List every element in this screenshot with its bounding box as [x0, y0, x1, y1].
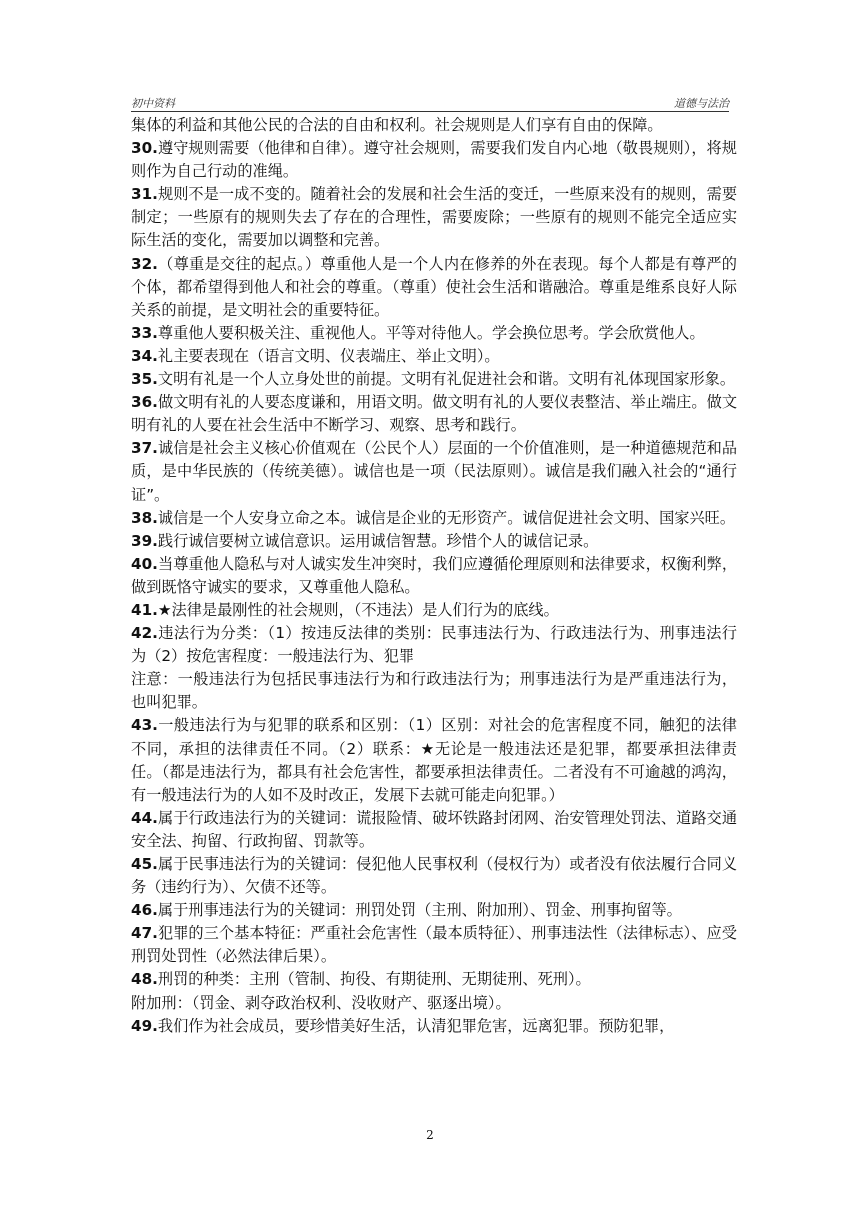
item-text: 遵守规则需要（他律和自律）。遵守社会规则，需要我们发自内心地（敬畏规则），将规则作为自己行动的准绳。	[131, 139, 737, 181]
paragraph	[131, 668, 737, 714]
item-text: 附加刑：（罚金、剥夺政治权利、没收财产、驱逐出境）。	[131, 993, 511, 1012]
item-number: 34.	[131, 346, 158, 365]
item-text: 一般违法行为与犯罪的联系和区别：（1）区别：对社会的危害程度不同，触犯的法律不同，承担的法律责任不同。（2）联系：★无论是一般违法还是犯罪，都要承担法律责任。（都是违法行为，都具有社会危害性，都要承担法律责任。二者没有不可逾越的鸿沟，有一般违法行为的人如不及时改正，发展下去就可能走向犯罪。）	[131, 716, 737, 804]
paragraph	[131, 992, 737, 1015]
item-number: 35.	[131, 370, 158, 389]
item-text: 践行诚信要树立诚信意识。运用诚信智慧。珍惜个人的诚信记录。	[157, 531, 599, 550]
paragraph	[131, 553, 737, 599]
paragraph	[131, 599, 737, 622]
item-number: 46.	[131, 901, 158, 920]
paragraph	[131, 807, 737, 853]
paragraph	[131, 899, 737, 922]
item-text: 我们作为社会成员，要珍惜美好生活，认清犯罪危害，远离犯罪。预防犯罪，	[157, 1016, 675, 1035]
item-number: 42.	[131, 624, 158, 643]
item-number: 38.	[131, 508, 158, 527]
item-text: 当尊重他人隐私与对人诚实发生冲突时，我们应遵循伦理原则和法律要求，权衡利弊，做到既恪守诚实的要求，又尊重他人隐私。	[131, 554, 737, 596]
paragraph	[131, 437, 737, 506]
item-text: 注意：一般违法行为包括民事违法行为和行政违法行为；刑事违法行为是严重违法行为，也叫犯罪。	[131, 670, 737, 712]
item-text: 属于行政违法行为的关键词：谎报险情、破坏铁路封闭网、治安管理处罚法、道路交通安全法、拘留、行政拘留、罚款等。	[131, 808, 737, 850]
item-text: 礼主要表现在（语言文明、仪表端庄、举止文明）。	[157, 346, 500, 365]
paragraph	[131, 530, 737, 553]
paragraph	[131, 345, 737, 368]
paragraph	[131, 253, 737, 322]
item-text: 诚信是一个人安身立命之本。诚信是企业的无形资产。诚信促进社会文明、国家兴旺。	[157, 508, 736, 527]
header-right-title: 道德与法治	[674, 97, 729, 110]
item-number: 32.	[131, 254, 158, 273]
paragraph	[131, 183, 737, 252]
paragraph	[131, 368, 737, 391]
paragraph: 集体的利益和其他公民的合法的自由和权利。社会规则是人们享有自由的保障。	[131, 116, 663, 134]
item-text: 犯罪的三个基本特征：严重社会危害性（最本质特征）、刑事违法性（法律标志）、应受刑罚处罚性（必然法律后果）。	[131, 924, 737, 966]
page-number: 2	[426, 1128, 434, 1142]
item-text: 文明有礼是一个人立身处世的前提。文明有礼促进社会和谐。文明有礼体现国家形象。	[157, 370, 736, 389]
item-text: 属于民事违法行为的关键词：侵犯他人民事权利（侵权行为）或者没有依法履行合同义务（违约行为）、欠债不还等。	[131, 855, 737, 897]
item-text: ★法律是最刚性的社会规则，（不违法）是人们行为的底线。	[157, 600, 559, 619]
paragraph	[131, 968, 737, 991]
item-number: 47.	[131, 924, 158, 943]
paragraph	[131, 391, 737, 437]
item-number: 48.	[131, 970, 158, 989]
item-number: 30.	[131, 139, 158, 158]
item-text: 诚信是社会主义核心价值观在（公民个人）层面的一个价值准则，是一种道德规范和品质，是中华民族的（传统美德）。诚信也是一项（民法原则）。诚信是我们融入社会的“通行证”。	[131, 439, 737, 504]
item-number: 39.	[131, 531, 158, 550]
item-text: 属于刑事违法行为的关键词：刑罚处罚（主刑、附加刑）、罚金、刑事拘留等。	[157, 901, 682, 920]
document-body	[131, 114, 737, 1038]
item-text: 做文明有礼的人要态度谦和，用语文明。做文明有礼的人要仪表整洁、举止端庄。做文明有礼的人要在社会生活中不断学习、观察、思考和践行。	[131, 393, 737, 435]
paragraph	[131, 322, 737, 345]
page-header	[131, 93, 729, 112]
item-number: 33.	[131, 323, 158, 342]
item-number: 31.	[131, 185, 158, 204]
header-left-title: 初中资料	[131, 97, 175, 110]
item-text: 尊重他人要积极关注、重视他人。平等对待他人。学会换位思考。学会欣赏他人。	[157, 323, 705, 342]
item-number: 40.	[131, 554, 158, 573]
item-number: 44.	[131, 808, 158, 827]
item-text: 规则不是一成不变的。随着社会的发展和社会生活的变迁，一些原来没有的规则，需要制定；一些原有的规则失去了存在的合理性，需要废除；一些原有的规则不能完全适应实际生活的变化，需要加以调整和完善。	[131, 185, 737, 250]
paragraph	[131, 1015, 737, 1038]
item-number: 43.	[131, 716, 158, 735]
paragraph	[131, 622, 737, 668]
paragraph	[131, 507, 737, 530]
item-text: 刑罚的种类：主刑（管制、拘役、有期徒刑、无期徒刑、死刑）。	[157, 970, 591, 989]
item-number: 37.	[131, 439, 158, 458]
item-number: 36.	[131, 393, 158, 412]
paragraph	[131, 853, 737, 899]
paragraph	[131, 137, 737, 183]
paragraph	[131, 714, 737, 806]
item-number: 41.	[131, 600, 158, 619]
item-text: 违法行为分类：（1）按违反法律的类别：民事违法行为、行政违法行为、刑事违法行为（2）按危害程度：一般违法行为、犯罪	[131, 624, 737, 666]
paragraph	[131, 922, 737, 968]
item-number: 49.	[131, 1016, 158, 1035]
item-number: 45.	[131, 855, 158, 873]
item-text: （尊重是交往的起点。）尊重他人是一个人内在修养的外在表现。每个人都是有尊严的个体，都希望得到他人和社会的尊重。（尊重）使社会生活和谐融洽。尊重是维系良好人际关系的前提，是文明社会的重要特征。	[131, 254, 737, 319]
